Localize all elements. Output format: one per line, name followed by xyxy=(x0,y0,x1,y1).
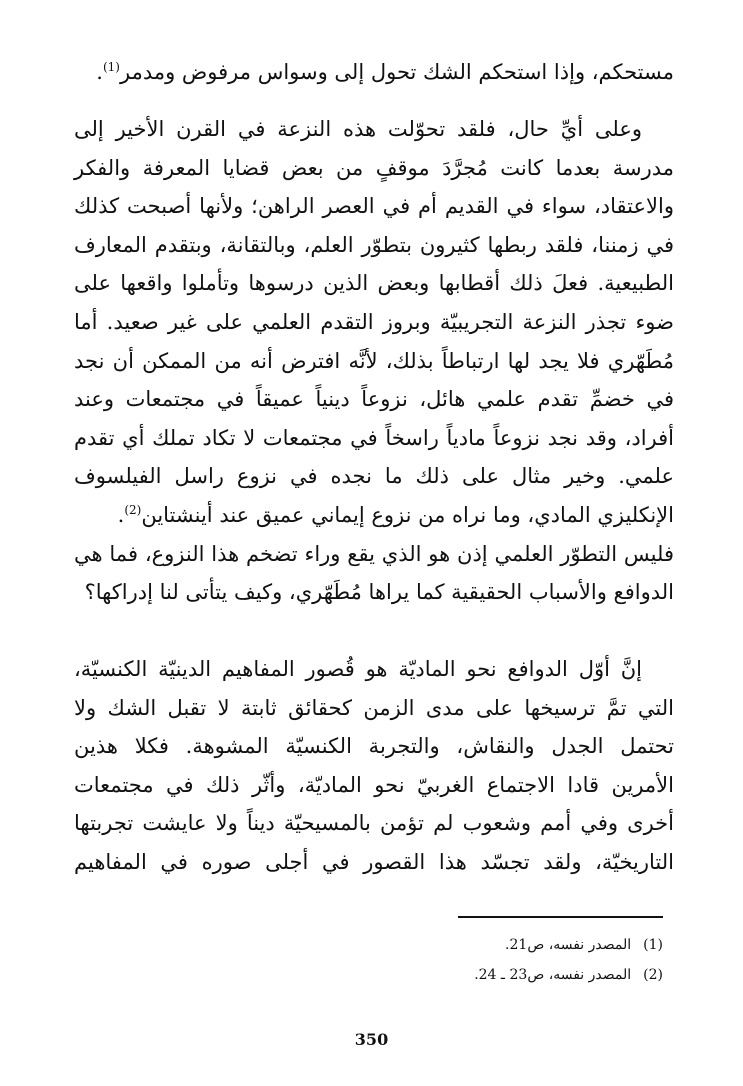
paragraph-2-line: الأمرين قادا الاجتماع الغربيّ نحو الماديّة، وأثّر ذلك في مجتمعات xyxy=(74,772,674,797)
footnote-ref-1: (1) xyxy=(102,60,120,74)
paragraph-2-line: تحتمل الجدل والنقاش، والتجربة الكنسيّة المشوهة. فكلا هذين xyxy=(74,734,674,759)
paragraph-1 xyxy=(74,110,674,612)
footnotes xyxy=(363,930,663,990)
footnote-number: (2) xyxy=(643,967,663,983)
paragraph-1-line: ضوء تجذر النزعة التجريبيّة وبروز التقدم العلمي على غير صعيد. أما xyxy=(74,309,674,334)
paragraph-1-line: وعلى أيِّ حال، فلقد تحوّلت هذه النزعة في القرن الأخير إلى xyxy=(74,117,642,141)
paragraph-1-line: في زمننا، فلقد ربطها كثيرون بتطوّر العلم، وبالتقانة، وبتقدم المعارف xyxy=(74,232,674,257)
paragraph-2-line: إنَّ أوّل الدوافع نحو الماديّة هو قُصور المفاهيم الدينيّة الكنسيّة، xyxy=(74,657,642,681)
einstein-line xyxy=(74,496,674,535)
einstein-end-punct: . xyxy=(117,502,125,527)
paragraph-1-line: والاعتقاد، سواء في القديم أم في العصر الراهن؛ ولأنها أصبحت كذلك xyxy=(74,194,674,219)
paragraph-2-line: التي تمَّ ترسيخها على مدى الزمن كحقائق ثابتة لا تقبل الشك ولا xyxy=(74,695,674,720)
footnote-number: (1) xyxy=(643,937,663,953)
intro-end-punct: . xyxy=(96,60,103,84)
footnote-ref-2: (2) xyxy=(124,502,142,517)
intro-line-text: مستحكم، وإذا استحكم الشك تحول إلى وسواس مرفوض ومدمر xyxy=(119,60,674,84)
intro-text xyxy=(74,53,674,92)
paragraph-1-line: مدرسة بعدما كانت مُجرَّدَ موقفٍ من بعض قضايا المعرفة والفكر xyxy=(74,155,674,180)
paragraph-2 xyxy=(74,650,674,882)
footnote-item xyxy=(363,930,663,960)
paragraph-2-line: أخرى وفي أمم وشعوب لم تؤمن بالمسيحيّة ديناً ولا عايشت تجربتها xyxy=(74,811,674,836)
page-number: 350 xyxy=(354,1030,389,1049)
paragraph-1-line: في خضمِّ تقدم علمي هائل، نزوعاً دينياً عميقاً في مجتمعات وعند xyxy=(74,387,674,412)
footnote-text: المصدر نفسه، ص21. xyxy=(505,937,632,953)
paragraph-1-line: الطبيعية. فعلَ ذلك أقطابها وبعض الذين درسوها وتأملوا واقعها على xyxy=(74,271,674,296)
paragraph-1-line: علمي. وخير مثال على ذلك ما نجده في نزوع راسل الفيلسوف xyxy=(74,464,674,489)
paragraph-1-line: أفراد، وقد نجد نزوعاً مادياً راسخاً في مجتمعات لا تكاد تملك أي تقدم xyxy=(74,425,674,450)
footnote-divider xyxy=(458,916,663,918)
paragraph-2-line: التاريخيّة، ولقد تجسّد هذا القصور في أجلى صوره في المفاهيم xyxy=(74,849,674,874)
footnote-text: المصدر نفسه، ص23 ـ 24. xyxy=(474,967,632,983)
paragraph-1-line: مُطَهّري فلا يجد لها ارتباطاً بذلك، لأنَّه افترض أنه من الممكن أن نجد xyxy=(74,348,674,373)
footnote-item xyxy=(363,960,663,990)
paragraph-1-line: فليس التطوّر العلمي إذن هو الذي يقع وراء تضخم هذا النزوع، فما هي xyxy=(74,541,674,566)
intro-line xyxy=(74,53,674,92)
paragraph-1-line: الدوافع والأسباب الحقيقية كما يراها مُطَهّري، وكيف يتأتى لنا إدراكها؟ xyxy=(84,580,674,605)
einstein-line-text: الإنكليزي المادي، وما نراه من نزوع إيماني عميق عند أينشتاين xyxy=(141,502,674,527)
